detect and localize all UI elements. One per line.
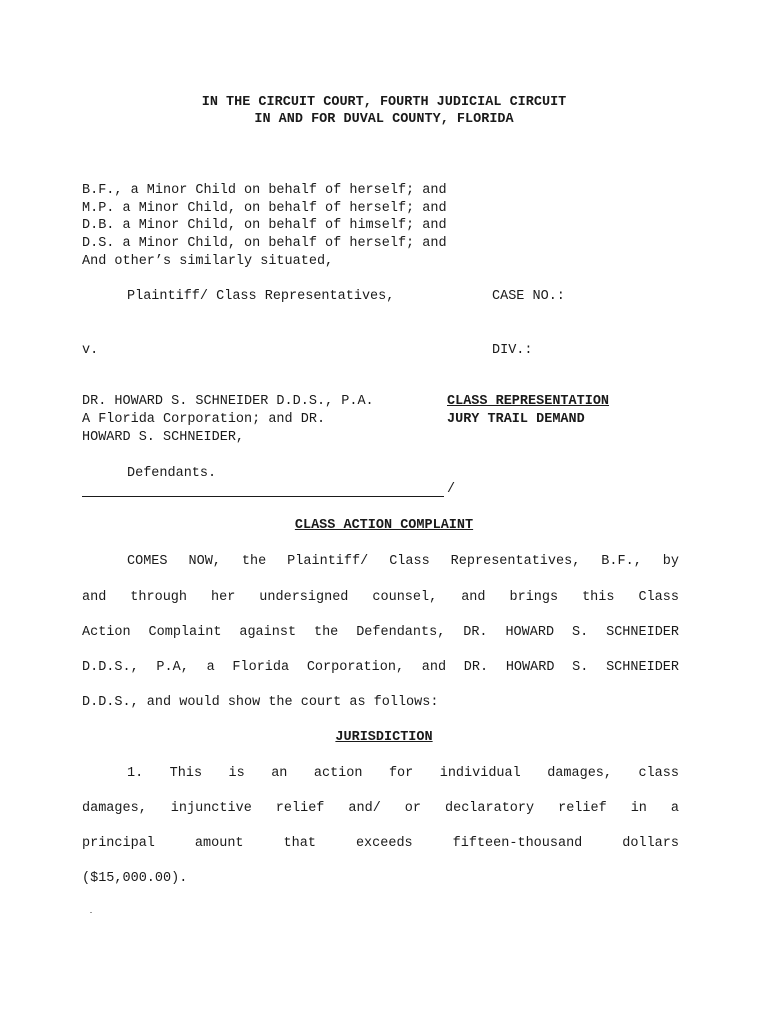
paragraph1-line: 1. This is an action for individual damages, class xyxy=(127,766,679,781)
plaintiff-line: D.S. a Minor Child, on behalf of herself; and xyxy=(82,236,447,251)
plaintiff-line: And other’s similarly situated, xyxy=(82,254,334,269)
defendant-line: HOWARD S. SCHNEIDER, xyxy=(82,430,245,445)
case-number-label: CASE NO.: xyxy=(492,289,565,304)
plaintiff-line: B.F., a Minor Child on behalf of herself; and xyxy=(82,183,447,198)
class-representation-label: CLASS REPRESENTATION xyxy=(447,394,610,409)
plaintiff-line: M.P. a Minor Child, on behalf of herself; and xyxy=(82,201,447,216)
caption-slash: / xyxy=(447,482,456,497)
jury-demand-label: JURY TRAIL DEMAND xyxy=(447,412,585,427)
defendant-line: DR. HOWARD S. SCHNEIDER D.D.S., P.A. xyxy=(82,394,374,409)
division-label: DIV.: xyxy=(492,343,533,358)
intro-line: COMES NOW, the Plaintiff/ Class Representatives, B.F., by xyxy=(127,554,679,569)
jurisdiction-heading: JURISDICTION xyxy=(335,730,433,745)
intro-line: and through her undersigned counsel, and brings this Class xyxy=(82,590,679,605)
caption-divider xyxy=(82,496,444,497)
complaint-title: CLASS ACTION COMPLAINT xyxy=(294,518,474,533)
plaintiff-line: D.B. a Minor Child, on behalf of himself; and xyxy=(82,218,447,233)
court-header-line2: IN AND FOR DUVAL COUNTY, FLORIDA xyxy=(254,112,514,127)
plaintiff-role: Plaintiff/ Class Representatives, xyxy=(127,289,395,304)
versus-label: v. xyxy=(82,343,99,358)
defendant-line: A Florida Corporation; and DR. xyxy=(82,412,326,427)
intro-line: D.D.S., and would show the court as follows: xyxy=(82,695,439,710)
paragraph1-line: principal amount that exceeds fifteen-thousand dollars xyxy=(82,836,679,851)
paragraph1-line: ($15,000.00). xyxy=(82,871,188,886)
intro-line: D.D.S., P.A, a Florida Corporation, and DR. HOWARD S. SCHNEIDER xyxy=(82,660,679,675)
intro-line: Action Complaint against the Defendants, DR. HOWARD S. SCHNEIDER xyxy=(82,625,679,640)
scan-speck xyxy=(90,912,92,913)
defendant-role: Defendants. xyxy=(127,466,217,481)
paragraph1-line: damages, injunctive relief and/ or declaratory relief in a xyxy=(82,801,679,816)
court-header-line1: IN THE CIRCUIT COURT, FOURTH JUDICIAL CIRCUIT xyxy=(201,95,567,110)
